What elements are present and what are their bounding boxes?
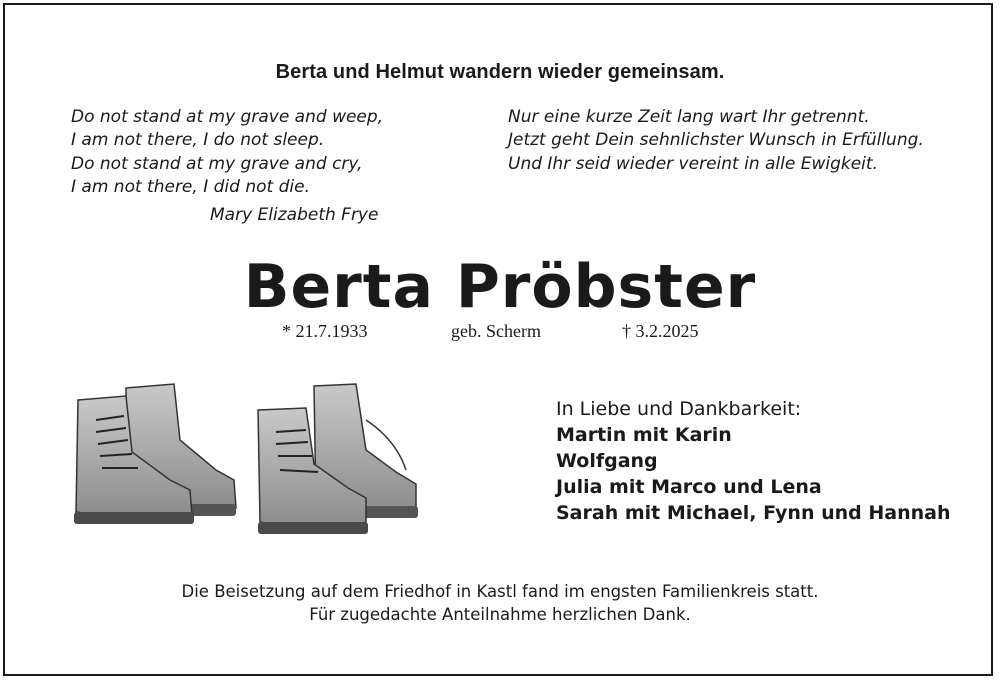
poem-author: Mary Elizabeth Frye [210, 205, 379, 225]
birth-date: * 21.7.1933 [282, 321, 368, 341]
poem-english [71, 106, 383, 199]
family-member: Sarah mit Michael, Fynn und Hannah [556, 502, 951, 524]
poem-line: Do not stand at my grave and cry, [71, 153, 363, 174]
poem-line: Jetzt geht Dein sehnlichster Wunsch in Erfüllung. [508, 130, 924, 151]
poem-line: Do not stand at my grave and weep, [71, 107, 384, 127]
poem-german [508, 106, 924, 176]
boots-illustration [66, 380, 426, 540]
poem-line: I am not there, I do not sleep. [71, 130, 325, 151]
family-member: Martin mit Karin [556, 424, 732, 446]
poem-line: I am not there, I did not die. [71, 176, 310, 197]
headline: Berta und Helmut wandern wieder gemeinsam. [275, 61, 725, 83]
family-intro: In Liebe und Dankbarkeit: [556, 398, 802, 420]
family-member: Julia mit Marco und Lena [556, 476, 822, 498]
footer-notice [0, 580, 1000, 626]
maiden-name: geb. Scherm [451, 321, 541, 341]
poem-line: Nur eine kurze Zeit lang wart Ihr getrennt. [508, 107, 870, 127]
death-date: † 3.2.2025 [622, 321, 699, 341]
footer-line: Die Beisetzung auf dem Friedhof in Kastl fand im engsten Familienkreis statt. [181, 582, 819, 601]
family-member: Wolfgang [556, 450, 658, 472]
footer-line: Für zugedachte Anteilnahme herzlichen Dank. [309, 605, 691, 624]
family-list [556, 396, 951, 526]
poem-line: Und Ihr seid wieder vereint in alle Ewigkeit. [508, 153, 878, 174]
deceased-name: Berta Pröbster [243, 252, 757, 322]
